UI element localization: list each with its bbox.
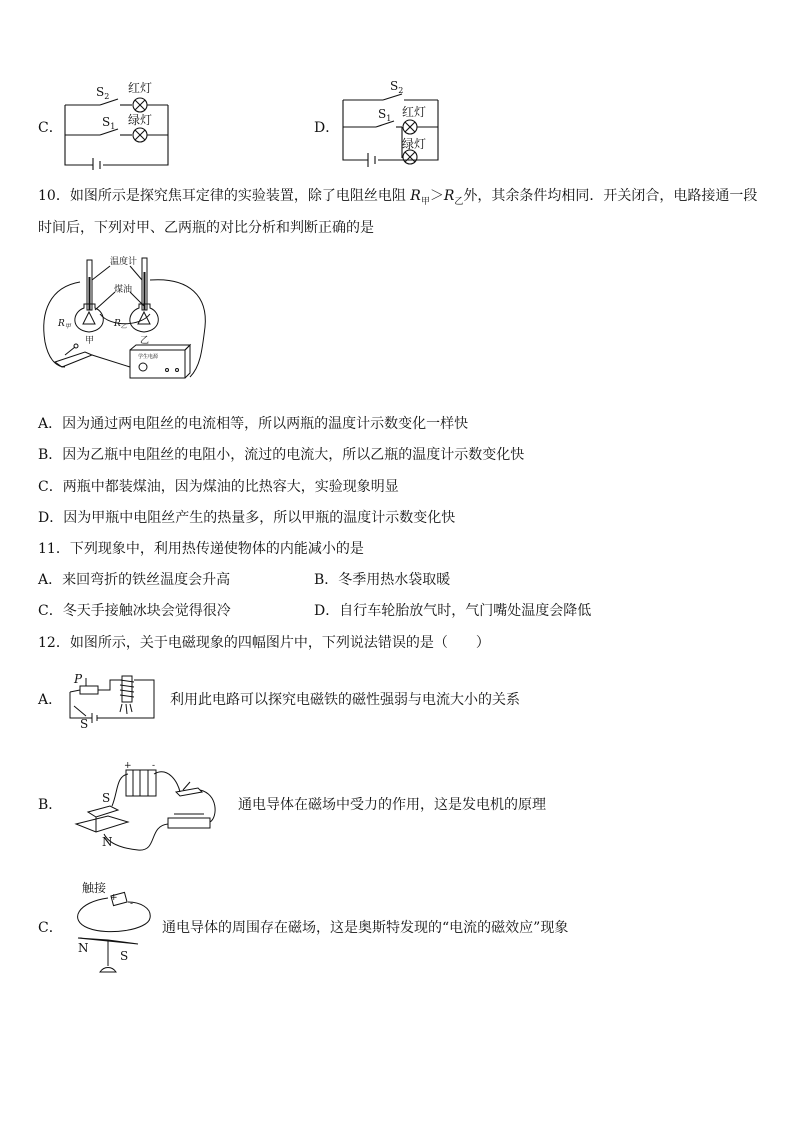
rheostat-p-label: P: [74, 672, 83, 686]
touch-label: 触接: [82, 881, 107, 895]
d-s1-label: $S_1$: [378, 107, 392, 123]
q11-stem: 11．下列现象中，利用热传递使物体的内能减小的是: [38, 541, 364, 557]
q12-option-b-letter: B．: [38, 797, 63, 813]
magnet-n-label: N: [102, 835, 113, 849]
d-red-lamp-label: 红灯: [402, 105, 427, 119]
q12-option-c-text: 通电导体的周围存在磁场，这是奥斯特发现的“电流的磁效应”现象: [162, 920, 569, 936]
switch-s-label: S: [80, 717, 89, 730]
q10-option-b: B．因为乙瓶中电阻丝的电阻小，流过的电流大，所以乙瓶的温度计示数变化快: [38, 447, 525, 463]
option-c-letter: C．: [38, 120, 63, 136]
q10-option-c: C．两瓶中都装煤油，因为煤油的比热容大，实验现象明显: [38, 479, 399, 495]
q12-stem: 12．如图所示，关于电磁现象的四幅图片中，下列说法错误的是（ ）: [38, 635, 490, 651]
c-s1-label: $S_1$: [102, 115, 116, 131]
q11-option-d: D．自行车轮胎放气时，气门嘴处温度会降低: [314, 603, 592, 619]
q12-option-b-text: 通电导体在磁场中受力的作用，这是发电机的原理: [238, 797, 546, 813]
oersted-experiment-figure: [68, 880, 154, 976]
battery-minus-label: -: [152, 762, 156, 771]
c-red-lamp-label: 红灯: [128, 81, 153, 95]
c-green-lamp-label: 绿灯: [128, 113, 153, 127]
oersted-minus-label: -: [130, 899, 134, 909]
d-s2-label: $S_2$: [390, 80, 404, 95]
r-yi-label: $R_乙$: [114, 319, 127, 330]
kerosene-label: 煤油: [114, 285, 133, 295]
q12-option-c-letter: C．: [38, 920, 63, 936]
needle-n-label: N: [78, 941, 89, 955]
electromagnet-circuit-figure: [64, 672, 160, 730]
q12-option-a-text: 利用此电路可以探究电磁铁的磁性强弱与电流大小的关系: [170, 692, 520, 708]
q12-option-a-letter: A．: [38, 692, 63, 708]
q10-stem-line1: 10．如图所示是探究焦耳定律的实验装置，除了电阻丝电阻 $R_甲>R_乙$外，其余条件均相同．开关闭合，电路接通一段: [38, 188, 758, 207]
circuit-c-figure: [60, 80, 180, 170]
circuit-d-figure: [338, 80, 448, 170]
q10-option-a: A．因为通过两电阻丝的电流相等，所以两瓶的温度计示数变化一样快: [38, 416, 469, 432]
r-jia-label: $R_甲$: [58, 319, 71, 330]
q10-option-d: D．因为甲瓶中电阻丝产生的热量多，所以甲瓶的温度计示数变化快: [38, 510, 456, 526]
option-d-letter: D．: [314, 120, 340, 136]
needle-s-label: S: [120, 949, 129, 963]
magnet-s-label: S: [102, 791, 111, 805]
joule-law-apparatus-figure: [40, 252, 210, 387]
thermometer-label: 温度计: [110, 257, 138, 267]
battery-plus-label: +: [124, 762, 132, 771]
q11-option-c: C．冬天手接触冰块会觉得很冷: [38, 603, 231, 619]
q11-option-a: A．来回弯折的铁丝温度会升高: [38, 572, 231, 588]
q11-option-b: B．冬季用热水袋取暖: [314, 572, 451, 588]
c-s2-label: $S_2$: [96, 85, 110, 101]
flask-jia-label: 甲: [85, 336, 95, 346]
d-green-lamp-label: 绿灯: [402, 137, 427, 151]
motor-principle-figure: [68, 762, 224, 856]
oersted-plus-label: +: [110, 893, 118, 903]
q10-stem-line2: 时间后，下列对甲、乙两瓶的对比分析和判断正确的是: [38, 220, 374, 236]
power-supply-label: 学生电源: [138, 354, 159, 360]
flask-yi-label: 乙: [140, 336, 150, 346]
